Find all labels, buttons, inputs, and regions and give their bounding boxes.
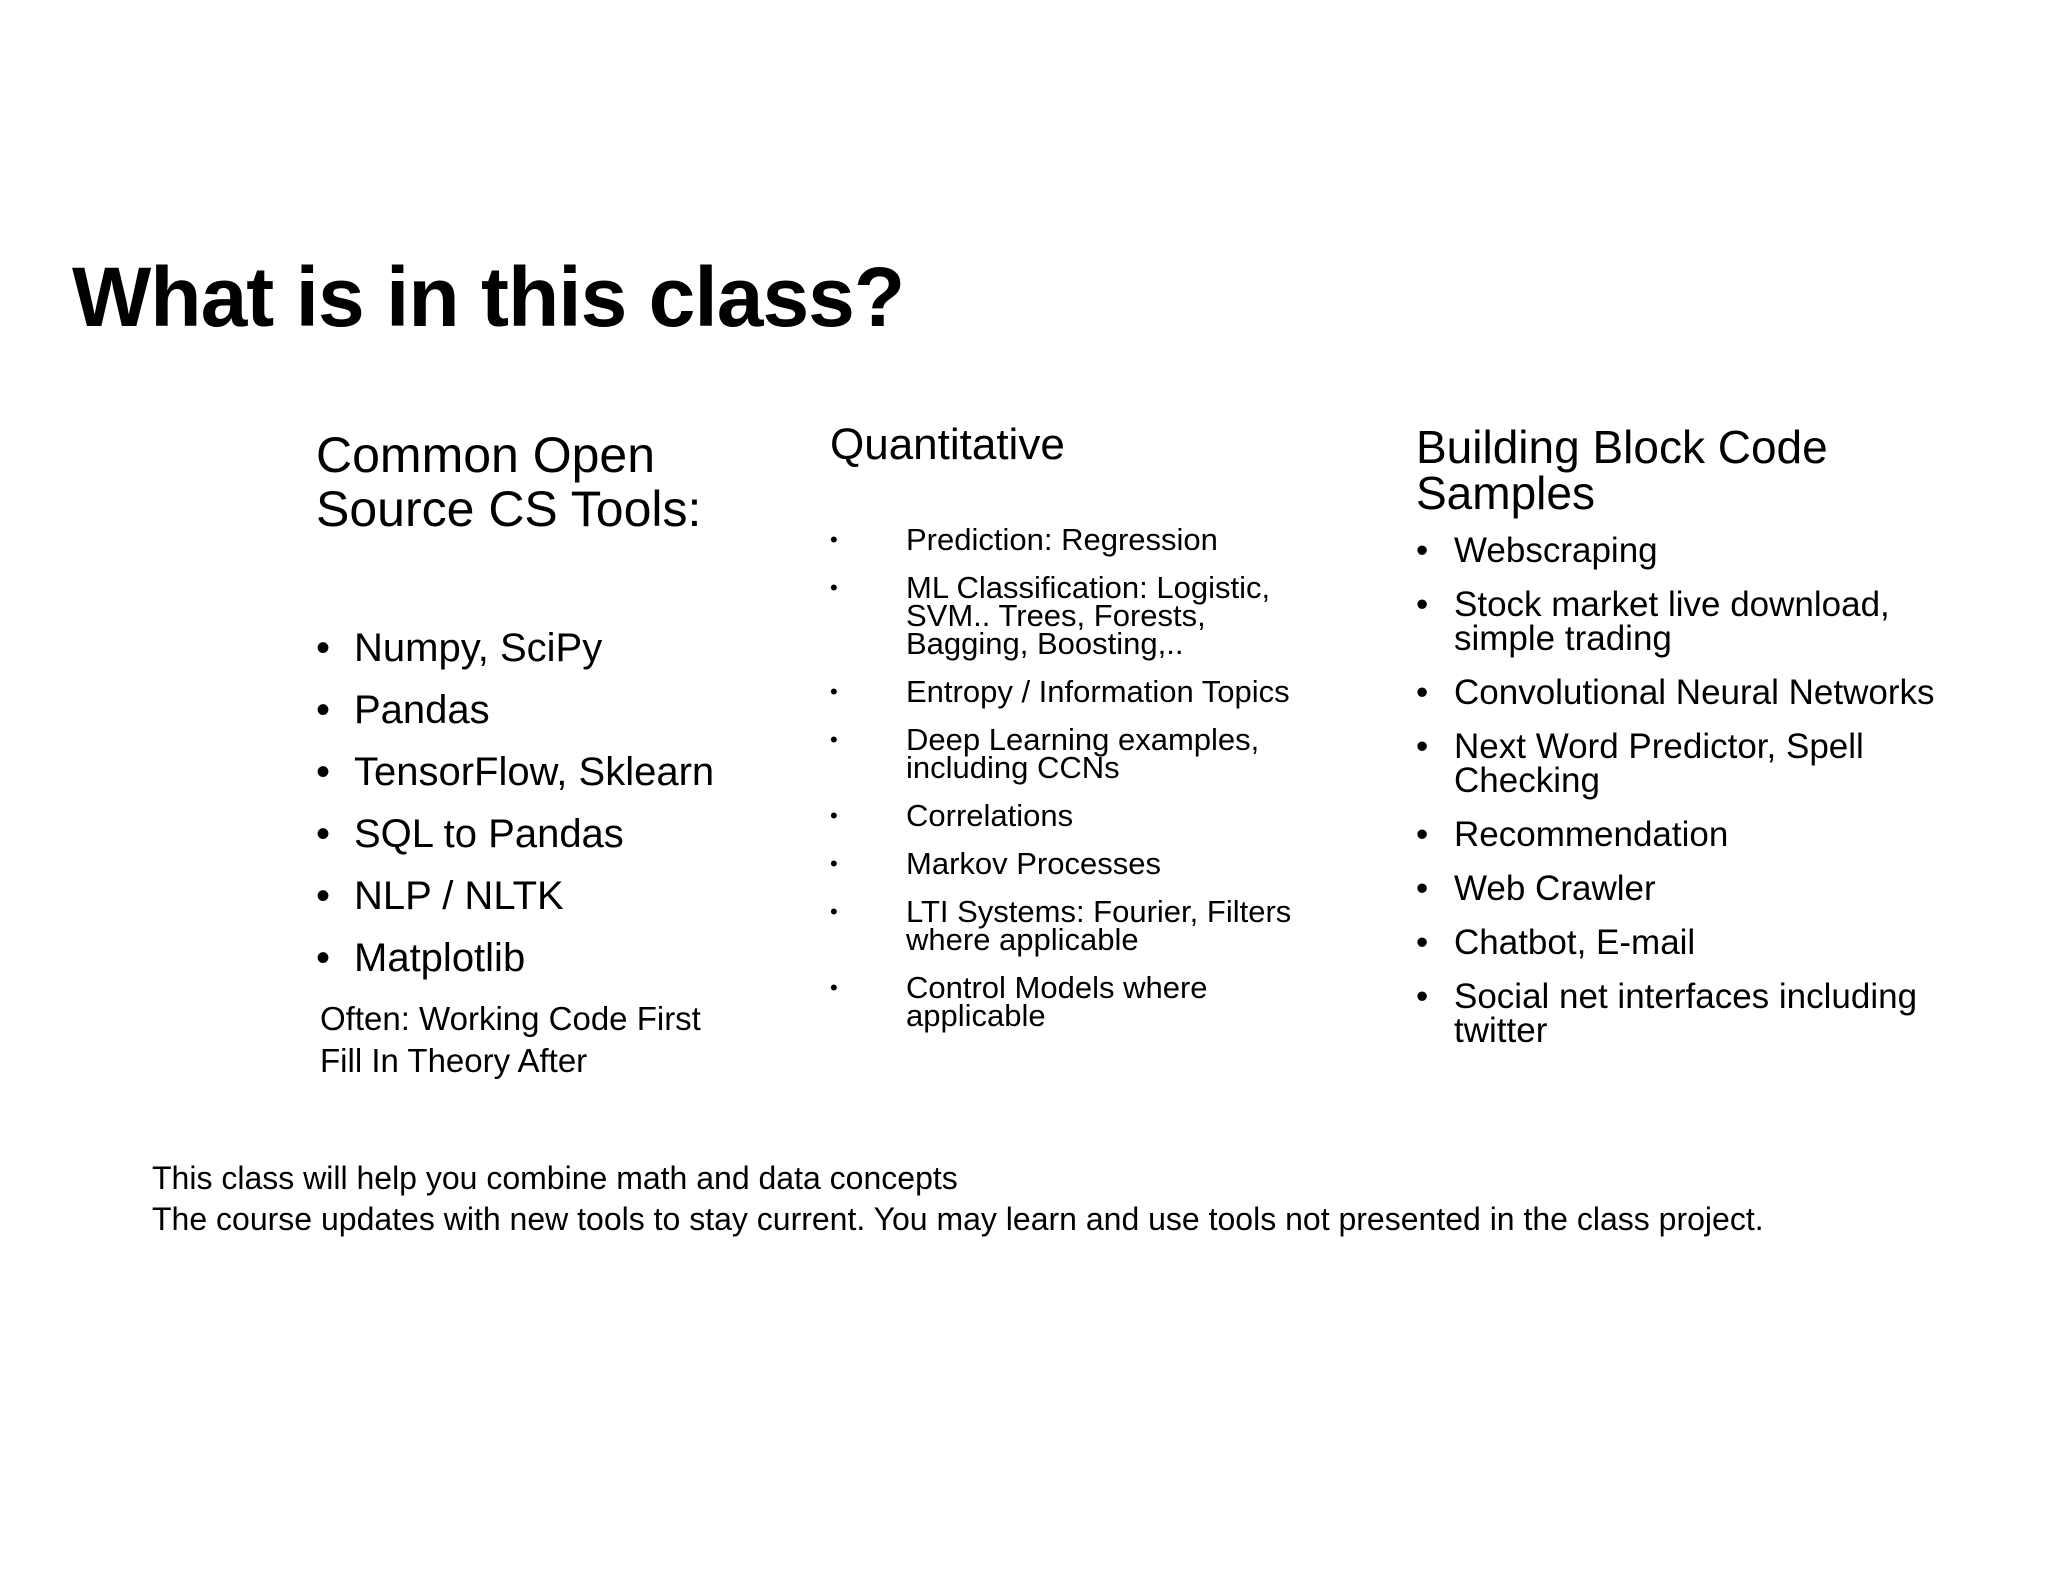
list-item-text: Next Word Predictor, Spell Checking [1454,727,1864,800]
quantitative-heading: Quantitative [830,420,1065,469]
bullet-icon: • [1416,673,1429,712]
list-item [1416,869,1936,908]
list-item-text: Matplotlib [354,936,526,980]
list-item [1416,727,1936,800]
list-item [1416,673,1936,712]
bullet-icon: • [1416,815,1429,854]
tools-column [316,428,786,1082]
bullet-icon: • [830,679,838,704]
bullet-icon: • [830,803,838,828]
list-item [316,810,786,872]
quantitative-column [830,420,1330,1050]
bullet-icon: • [830,575,838,600]
quantitative-list [830,522,1330,1033]
list-item [316,872,786,934]
slide-title: What is in this class? [72,250,905,344]
list-item-text: TensorFlow, Sklearn [354,750,715,794]
list-item-text: Control Models where applicable [906,970,1208,1033]
list-item [830,522,1330,557]
list-item [1416,815,1936,854]
bullet-icon: • [316,750,331,794]
code-samples-column [1416,421,1936,1068]
bullet-icon: • [316,688,331,732]
list-item [830,846,1330,881]
tools-note: Often: Working Code First Fill In Theory After [320,1000,701,1079]
footer-line: This class will help you combine math and data concepts [152,1160,958,1196]
list-item [830,674,1330,709]
list-item-text: SQL to Pandas [354,812,624,856]
bullet-icon: • [1416,585,1429,624]
bullet-icon: • [830,899,838,924]
list-item [316,686,786,748]
bullet-icon: • [830,527,838,552]
list-item [830,894,1330,957]
tools-list [316,624,786,996]
list-item-text: Correlations [906,798,1074,833]
footer-line: The course updates with new tools to stay current. You may learn and use tools not presented in the class project. [152,1201,1764,1237]
list-item-text: Pandas [354,688,490,732]
bullet-icon: • [316,936,331,980]
bullet-icon: • [1416,977,1429,1016]
list-item [316,934,786,996]
list-item-text: LTI Systems: Fourier, Filters where applicable [906,894,1292,957]
list-item-text: Webscraping [1454,531,1658,570]
bullet-icon: • [1416,923,1429,962]
bullet-icon: • [830,975,838,1000]
bullet-icon: • [316,626,331,670]
bullet-icon: • [830,727,838,752]
list-item-text: Social net interfaces including twitter [1454,977,1918,1050]
list-item-text: Deep Learning examples, including CCNs [906,722,1260,785]
list-item [830,570,1330,661]
list-item [830,798,1330,833]
list-item-text: Markov Processes [906,846,1161,881]
list-item-text: NLP / NLTK [354,874,564,918]
list-item-text: Convolutional Neural Networks [1454,673,1935,712]
list-item-text: Web Crawler [1454,869,1656,908]
code-samples-list [1416,531,1936,1050]
list-item [316,624,786,686]
list-item-text: Prediction: Regression [906,522,1218,557]
bullet-icon: • [830,851,838,876]
list-item [1416,531,1936,570]
bullet-icon: • [1416,869,1429,908]
bullet-icon: • [1416,727,1429,766]
list-item [316,748,786,810]
tools-heading: Common Open Source CS Tools: [316,427,702,537]
list-item-text: Numpy, SciPy [354,626,603,670]
list-item-text: Recommendation [1454,815,1729,854]
list-item-text: Stock market live download, simple trading [1454,585,1890,658]
list-item [830,722,1330,785]
list-item [1416,977,1936,1050]
bullet-icon: • [316,874,331,918]
list-item-text: ML Classification: Logistic, SVM.. Trees, Forests, Bagging, Boosting,.. [906,570,1271,661]
list-item-text: Chatbot, E-mail [1454,923,1696,962]
code-samples-heading: Building Block Code Samples [1416,421,1828,519]
list-item [1416,923,1936,962]
footer-notes [152,1158,1764,1240]
list-item [1416,585,1936,658]
bullet-icon: • [1416,531,1429,570]
list-item-text: Entropy / Information Topics [906,674,1290,709]
bullet-icon: • [316,812,331,856]
list-item [830,970,1330,1033]
